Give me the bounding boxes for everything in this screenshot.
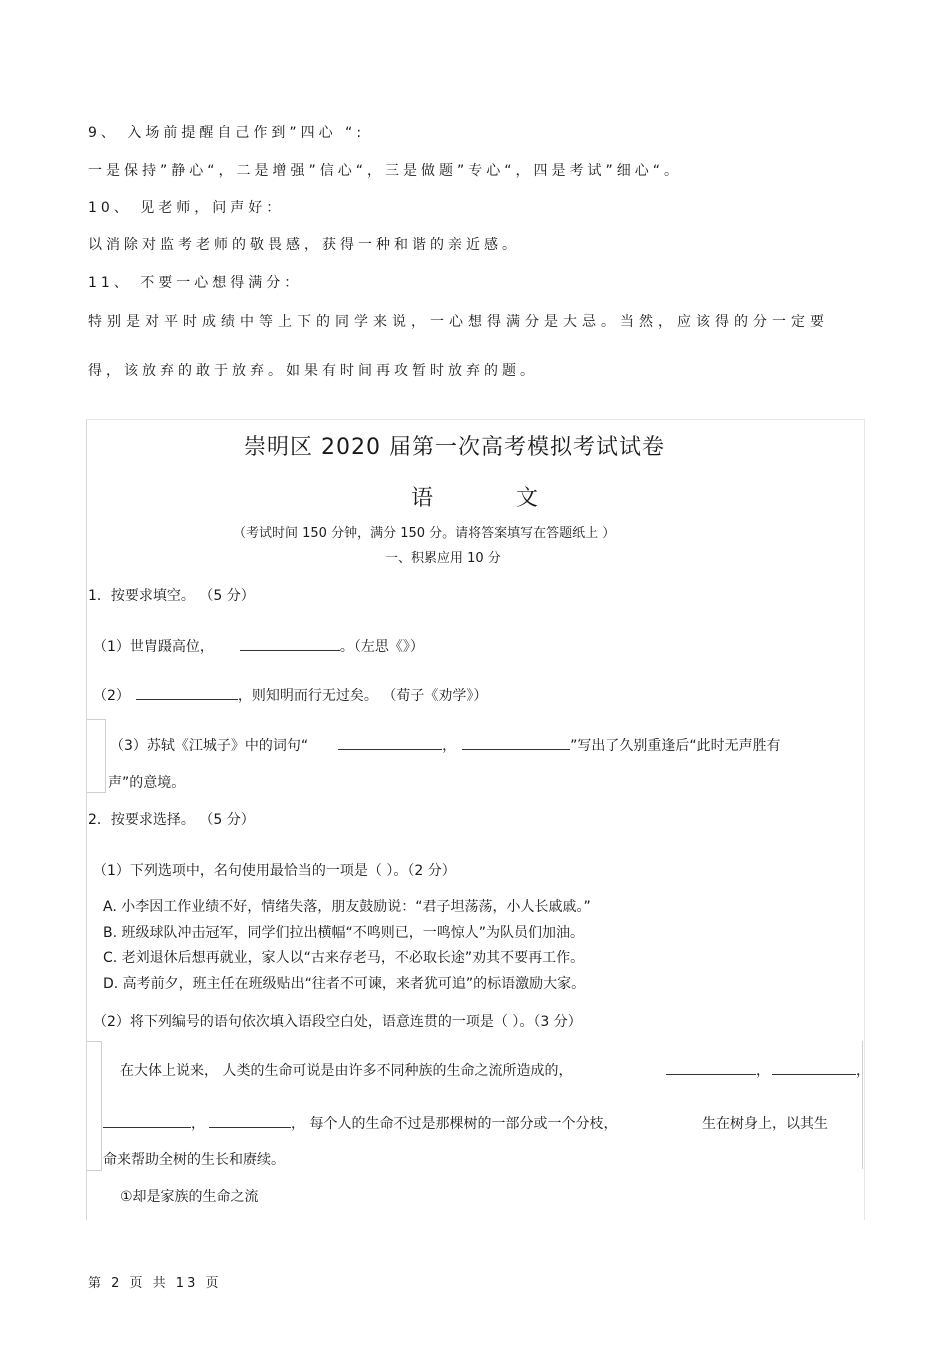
passage-line-2: ， ， 每个人的生命不过是那棵树的一部分或一个分枝， bbox=[103, 1113, 617, 1133]
q1-1 bbox=[93, 636, 424, 656]
answer-blank bbox=[209, 1113, 291, 1128]
q1-3-continuation: 声”的意境。 bbox=[108, 775, 186, 791]
q2-1-option-a: A. 小李因工作业绩不好，情绪失落，朋友鼓励说：“君子坦荡荡，小人长戚戚。” bbox=[103, 899, 591, 915]
answer-blank bbox=[666, 1060, 756, 1075]
answer-blank bbox=[462, 735, 570, 750]
q1-3 bbox=[110, 735, 781, 755]
scan-bracket-passage bbox=[87, 1041, 102, 1171]
q1-1-prefix: （1）世胄蹑高位， bbox=[93, 639, 214, 655]
subject-char-1: 语 bbox=[411, 486, 434, 511]
q1-heading: 1．按要求填空。 （5 分） bbox=[88, 588, 255, 604]
answer-blank bbox=[338, 735, 442, 750]
q1-2-suffix: ，则知明而行无过矣。 （荀子《劝学》） bbox=[237, 688, 488, 704]
exam-title: 崇明区 2020 届第一次高考模拟考试试卷 bbox=[244, 435, 665, 460]
tip-11-body-line-1: 特别是对平时成绩中等上下的同学来说，一心想得满分是大忌。当然，应该得的分一定要 bbox=[88, 314, 829, 330]
q1-3-suffix: ”写出了久别重逢后“此时无声胜有 bbox=[570, 738, 781, 754]
page-footer: 第 2 页 共 13 页 bbox=[88, 1276, 222, 1291]
tip-10-heading: 10、 见老师，问声好： bbox=[88, 200, 285, 216]
q2-heading: 2．按要求选择。 （5 分） bbox=[88, 812, 255, 828]
sentence-item-1: ①却是家族的生命之流 bbox=[120, 1189, 259, 1205]
section-heading: 一、积累应用 10 分 bbox=[385, 551, 501, 566]
q1-2-prefix: （2） bbox=[93, 688, 130, 704]
passage-line-3: 命来帮助全树的生长和赓续。 bbox=[103, 1152, 285, 1168]
q2-2: （2）将下列编号的语句依次填入语段空白处，语意连贯的一项是（ ）。（3 分） bbox=[93, 1014, 582, 1030]
tip-10-body: 以消除对监考老师的敬畏感，获得一种和谐的亲近感。 bbox=[88, 237, 520, 253]
q1-2 bbox=[93, 685, 487, 705]
q1-3-comma: ， bbox=[442, 738, 457, 754]
tip-11-heading: 11、 不要一心想得满分： bbox=[88, 275, 303, 291]
tip-9-heading: 9、 入场前提醒自己作到”四心 “: bbox=[88, 125, 366, 141]
answer-blank bbox=[136, 685, 238, 700]
answer-blank bbox=[103, 1113, 191, 1128]
tip-9-body: 一是保持”静心“，二是增强”信心“，三是做题”专心“，四是考试”细心“。 bbox=[88, 163, 683, 179]
q2-1-option-b: B. 班级球队冲击冠军，同学们拉出横幅“不鸣则已，一鸣惊人”为队员们加油。 bbox=[103, 925, 585, 941]
passage-line-2-text: ， 每个人的生命不过是那棵树的一部分或一个分枝， bbox=[291, 1116, 618, 1132]
passage-line-1-blanks: ， ， bbox=[666, 1060, 870, 1080]
answer-blank bbox=[240, 636, 340, 651]
exam-instructions: （考试时间 150 分钟，满分 150 分。请将答案填写在答题纸上 ） bbox=[233, 526, 616, 541]
passage-line-2-end: 生在树身上，以其生 bbox=[702, 1116, 828, 1132]
q2-1-option-d: D. 高考前夕，班主任在班级贴出“往者不可谏，来者犹可追”的标语激励大家。 bbox=[103, 976, 586, 992]
passage-line-1: 在大体上说来， 人类的生命可说是由许多不同种族的生命之流所造成的， bbox=[120, 1063, 573, 1079]
tip-11-body-line-2: 得，该放弃的敢于放弃。如果有时间再攻暂时放弃的题。 bbox=[88, 363, 538, 379]
answer-blank bbox=[772, 1060, 856, 1075]
q1-1-suffix: 。（左思《》） bbox=[339, 639, 424, 655]
q1-3-prefix: （3）苏轼《江城子》中的词句“ bbox=[110, 738, 309, 754]
scan-bracket-q1-3 bbox=[87, 719, 106, 793]
q2-1: （1）下列选项中，名句使用最恰当的一项是（ ）。（2 分） bbox=[93, 863, 456, 879]
q2-1-option-c: C. 老刘退休后想再就业，家人以“古来存老马，不必取长途”劝其不要再工作。 bbox=[103, 950, 585, 966]
subject-char-2: 文 bbox=[516, 486, 539, 511]
